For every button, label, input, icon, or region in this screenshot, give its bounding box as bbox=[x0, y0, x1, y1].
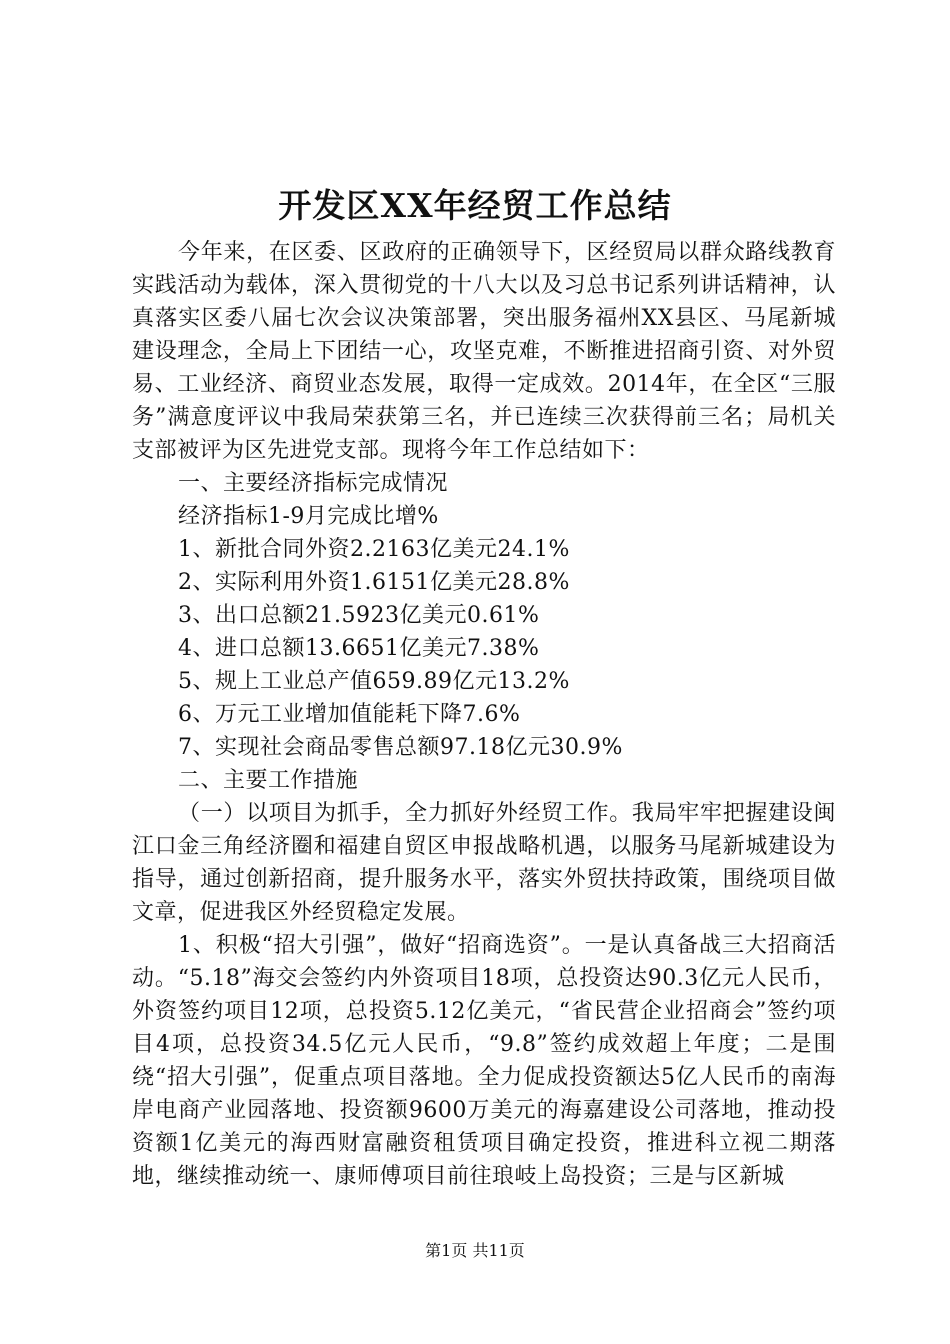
indicator-item: 3、出口总额21.5923亿美元0.61% bbox=[178, 603, 540, 628]
page-number-footer: 第1页 共11页 bbox=[425, 1241, 525, 1260]
document-body bbox=[132, 236, 836, 1193]
indicator-item: 1、新批合同外资2.2163亿美元24.1% bbox=[178, 537, 570, 562]
indicator-item: 5、规上工业总产值659.89亿元13.2% bbox=[178, 669, 570, 694]
section-heading: 二、主要工作措施 bbox=[178, 768, 359, 793]
indicator-item: 2、实际利用外资1.6151亿美元28.8% bbox=[178, 570, 570, 595]
section-heading: 一、主要经济指标完成情况 bbox=[178, 471, 449, 496]
indicator-item: 6、万元工业增加值能耗下降7.6% bbox=[178, 702, 521, 727]
intro-paragraph: 今年来，在区委、区政府的正确领导下，区经贸局以群众路线教育实践活动为载体，深入贯彻党的十八大以及习总书记系列讲话精神，认真落实区委八届七次会议决策部署，突出服务福州XX县区、马尾新城建设理念，全局上下团结一心，攻坚克难，不断推进招商引资、对外贸易、工业经济、商贸业态发展，取得一定成效。2014年，在全区“三服务”满意度评议中我局荣获第三名，并已连续三次获得前三名；局机关支部被评为区先进党支部。现将今年工作总结如下： bbox=[132, 240, 836, 463]
indicator-header: 经济指标1-9月完成比增% bbox=[178, 504, 439, 529]
document-title: 开发区XX年经贸工作总结 bbox=[278, 186, 672, 225]
measure-paragraph: （一）以项目为抓手，全力抓好外经贸工作。我局牢牢把握建设闽江口金三角经济圈和福建自贸区申报战略机遇，以服务马尾新城建设为指导，通过创新招商，提升服务水平，落实外贸扶持政策，围绕项目做文章，促进我区外经贸稳定发展。 bbox=[132, 801, 836, 925]
measure-paragraph: 1、积极“招大引强”，做好“招商选资”。一是认真备战三大招商活动。“5.18”海交会签约内外资项目18项，总投资达90.3亿元人民币，外资签约项目12项，总投资5.12亿美元，“省民营企业招商会”签约项目4项，总投资34.5亿元人民币，“9.8”签约成效超上年度；二是围绕“招大引强”，促重点项目落地。全力促成投资额达5亿人民币的南海岸电商产业园落地、投资额9600万美元的海嘉建设公司落地，推动投资额1亿美元的海西财富融资租赁项目确定投资，推进科立视二期落地，继续推动统一、康师傅项目前往琅岐上岛投资；三是与区新城 bbox=[132, 933, 836, 1189]
indicator-item: 7、实现社会商品零售总额97.18亿元30.9% bbox=[178, 735, 623, 760]
indicator-item: 4、进口总额13.6651亿美元7.38% bbox=[178, 636, 540, 661]
